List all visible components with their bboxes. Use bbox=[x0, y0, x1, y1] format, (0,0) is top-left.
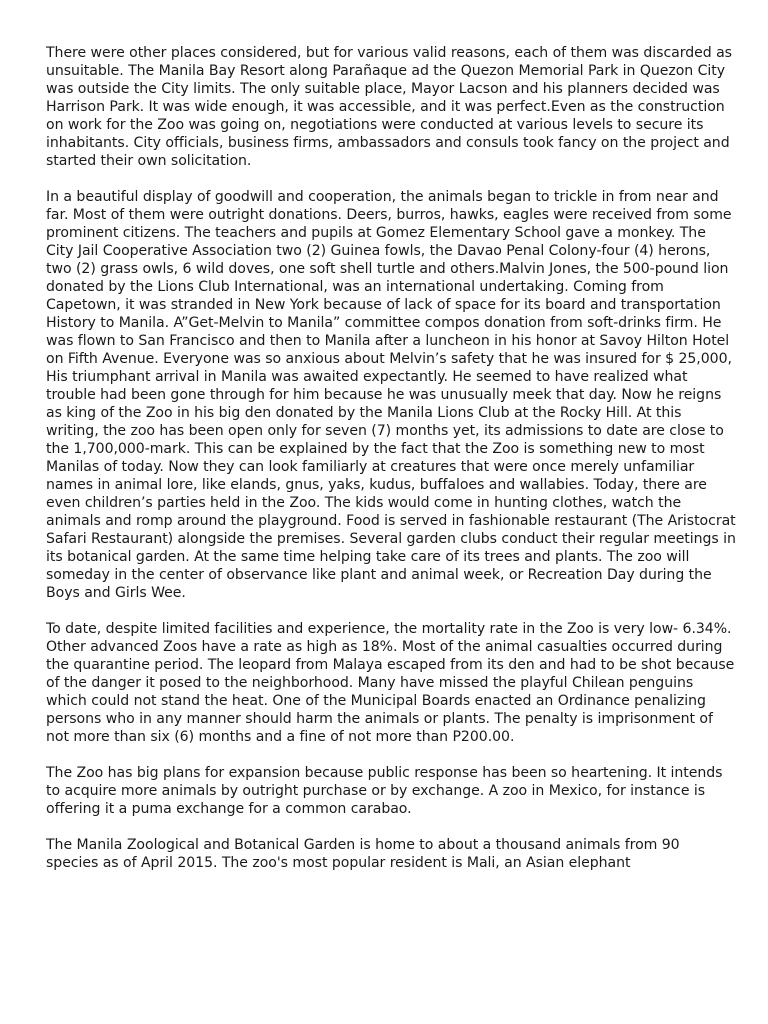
paragraph-mortality-rate: To date, despite limited facilities and experience, the mortality rate in the Zoo is very low- 6.34%. Other advanced Zoos have a rate as high as 18%. Most of the animal casualties occurred during the quarantine period. The leopard from Malaya escaped from its den and had to be shot because of the danger it posed to the neighborhood. Many have missed the playful Chilean penguins which could not stand the heat. One of the Municipal Boards enacted an Ordinance penalizing persons who in any manner should harm the animals or plants. The penalty is imprisonment of not more than six (6) months and a fine of not more than P200.00. bbox=[46, 621, 735, 745]
paragraph-site-selection: There were other places considered, but for various valid reasons, each of them was discarded as unsuitable. The Manila Bay Resort along Parañaque ad the Quezon Memorial Park in Quezon City was outside the City limits. The only suitable place, Mayor Lacson and his planners decided was Harrison Park. It was wide enough, it was accessible, and it was perfect.Even as the construction on work for the Zoo was going on, negotiations were conducted at various levels to secure its inhabitants. City officials, business firms, ambassadors and consuls took fancy on the project and started their own solicitation. bbox=[46, 45, 732, 169]
document-page bbox=[46, 44, 736, 890]
paragraph-expansion-plans: The Zoo has big plans for expansion because public response has been so heartening. It intends to acquire more animals by outright purchase or by exchange. A zoo in Mexico, for instance is offering it a puma exchange for a common carabao. bbox=[46, 765, 723, 817]
paragraph-animal-donations: In a beautiful display of goodwill and cooperation, the animals began to trickle in from near and far. Most of them were outright donations. Deers, burros, hawks, eagles were received from some prominent citizens. The teachers and pupils at Gomez Elementary School gave a monkey. The City Jail Cooperative Association two (2) Guinea fowls, the Davao Penal Colony-four (4) herons, two (2) grass owls, 6 wild doves, one soft shell turtle and others.Malvin Jones, the 500-pound lion donated by the Lions Club International, was an international undertaking. Coming from Capetown, it was stranded in New York because of lack of space for its board and transportation History to Manila. A”Get-Melvin to Manila” committee compos donation from soft-drinks firm. He was flown to San Francisco and then to Manila after a luncheon in his honor at Savoy Hilton Hotel on Fifth Avenue. Everyone was so anxious about Melvin’s safety that he was insured for $ 25,000, His triumphant arrival in Manila was awaited expectantly. He seemed to have realized what trouble had been gone through for him because he was unusually meek that day. Now he reigns as king of the Zoo in his big den donated by the Manila Lions Club at the Rocky Hill. At this writing, the zoo has been open only for seven (7) months yet, its admissions to date are close to the 1,700,000-mark. This can be explained by the fact that the Zoo is something new to most Manilas of today. Now they can look familiarly at creatures that were once merely unfamiliar names in animal lore, like elands, gnus, yaks, kudus, buffaloes and wallabies. Today, there are even children’s parties held in the Zoo. The kids would come in hunting clothes, watch the animals and romp around the playground. Food is served in fashionable restaurant (The Aristocrat Safari Restaurant) alongside the premises. Several garden clubs conduct their regular meetings in its botanical garden. At the same time helping take care of its trees and plants. The zoo will someday in the center of observance like plant and animal week, or Recreation Day during the Boys and Girls Wee. bbox=[46, 189, 736, 601]
paragraph-zoo-today: The Manila Zoological and Botanical Garden is home to about a thousand animals from 90 species as of April 2015. The zoo's most popular resident is Mali, an Asian elephant bbox=[46, 837, 680, 871]
